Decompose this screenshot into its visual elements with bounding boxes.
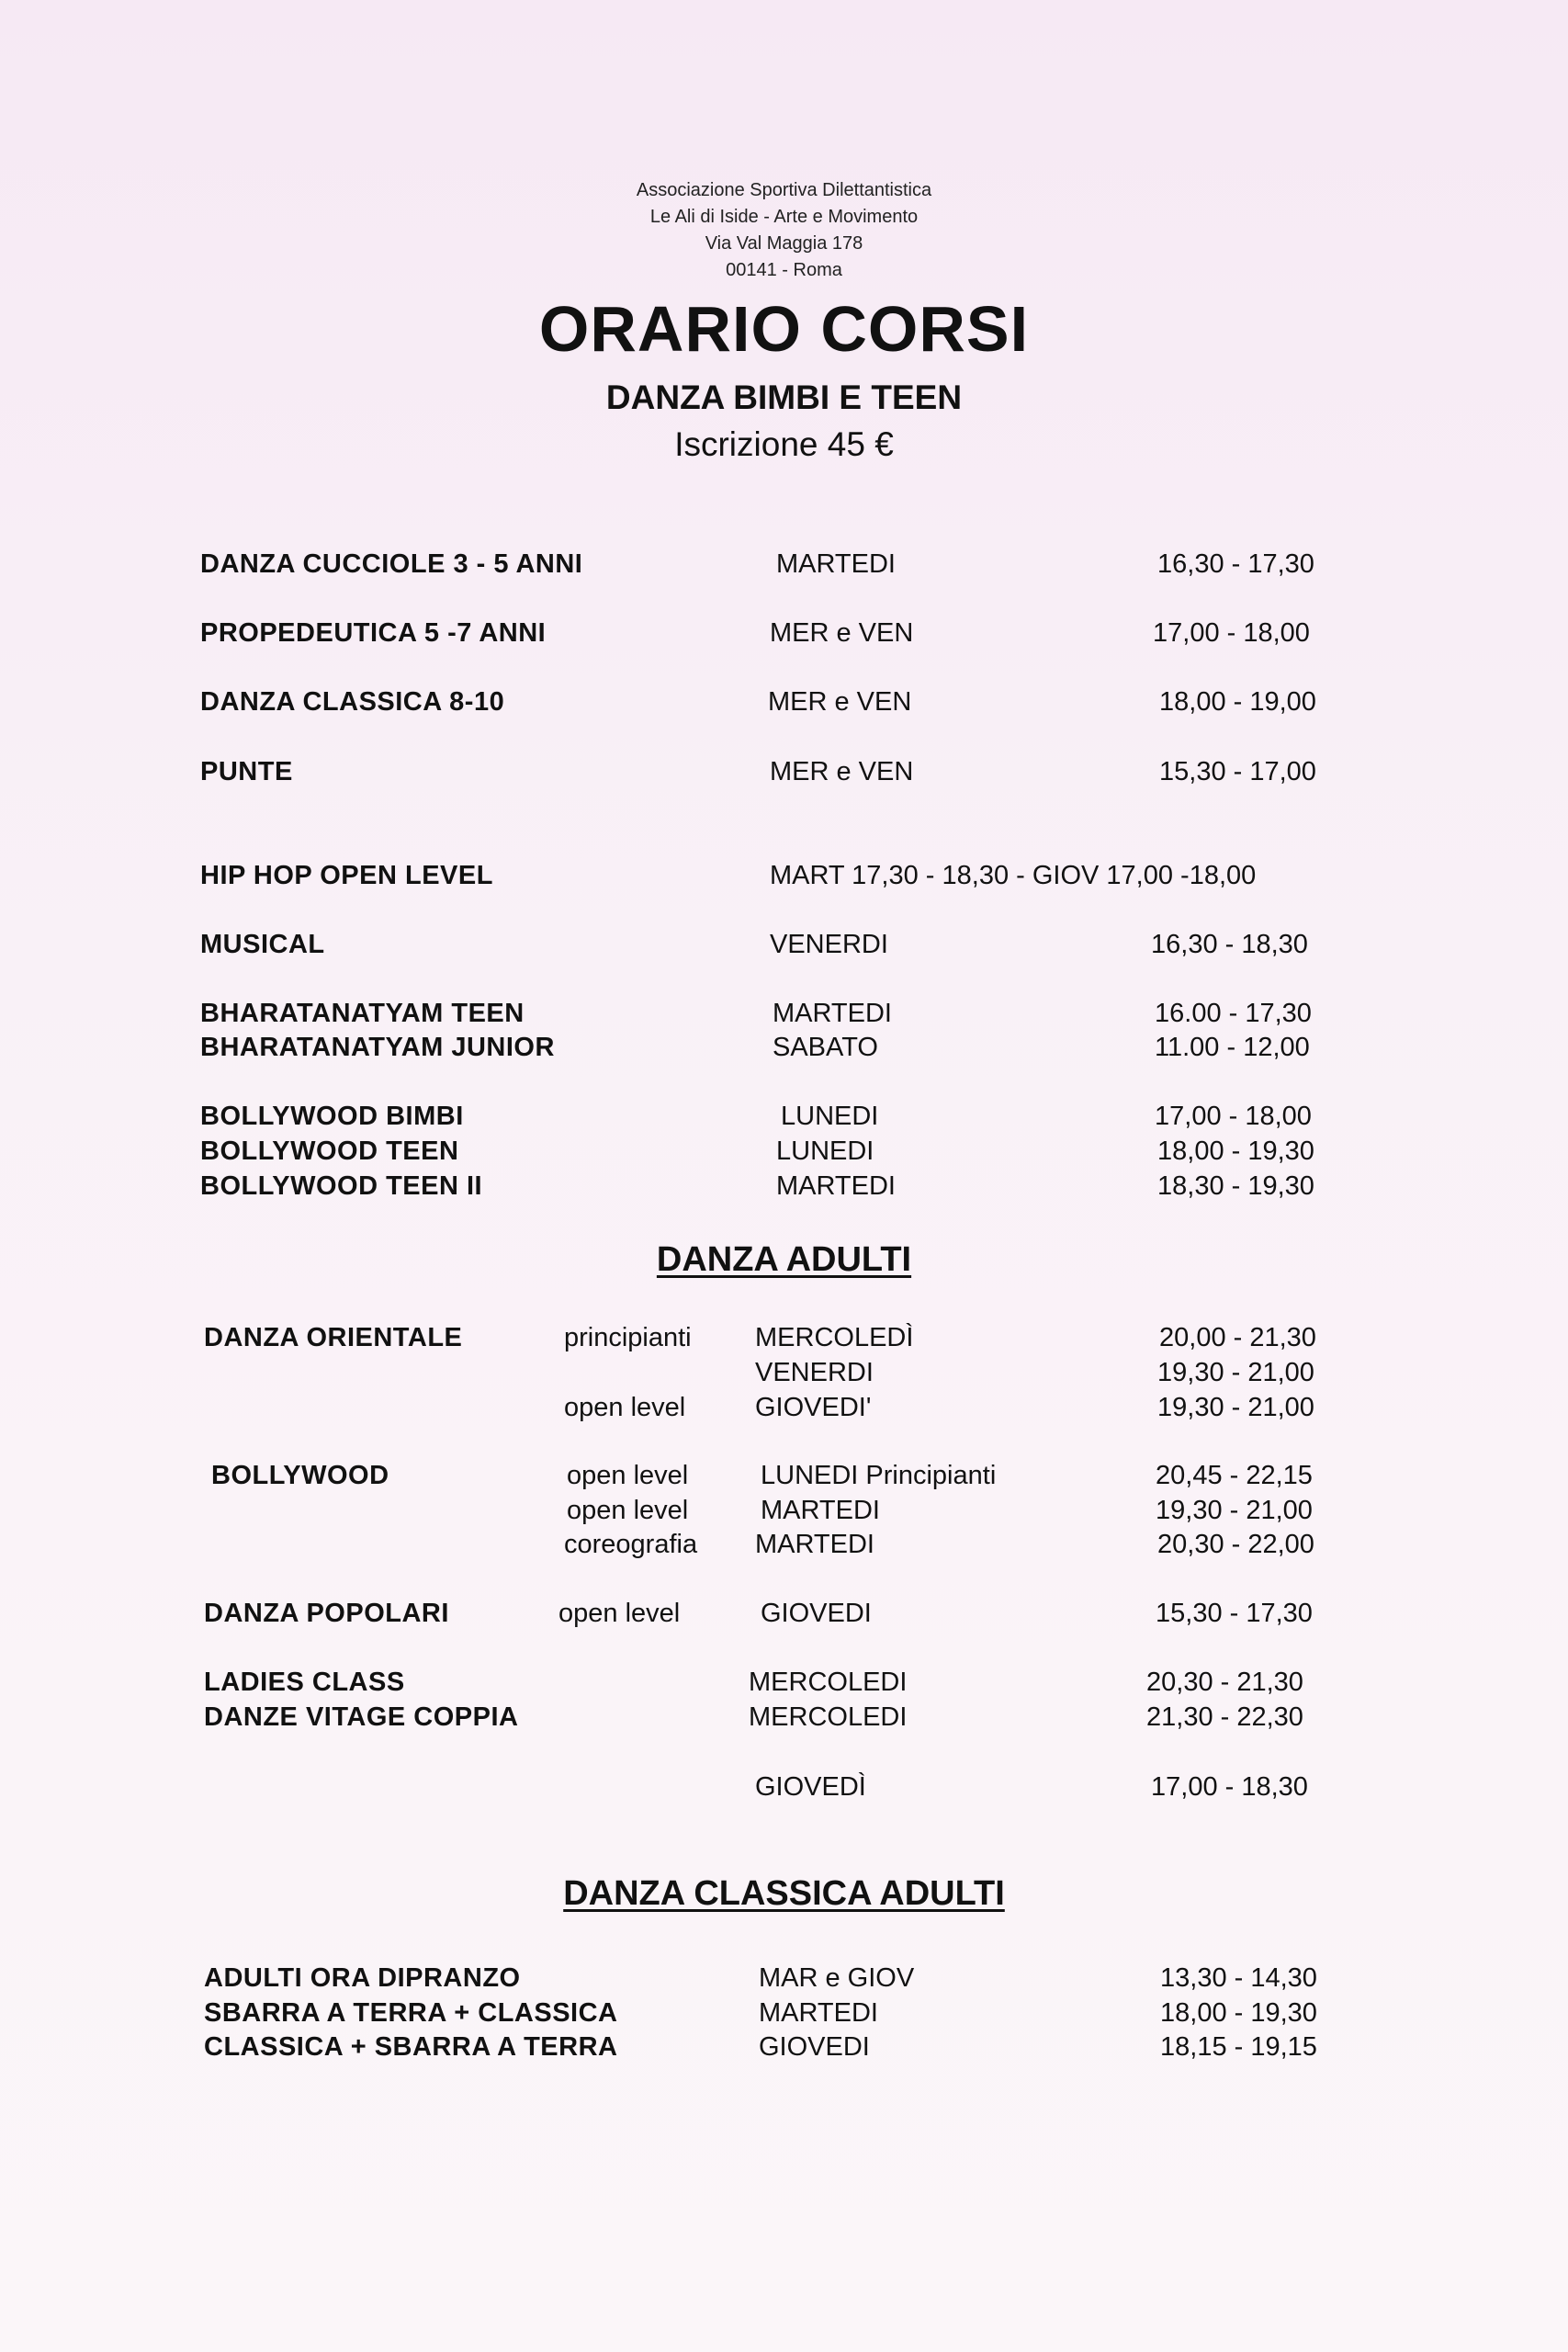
section-title-adults: DANZA ADULTI	[656, 1240, 912, 1279]
course-day: VENERDI	[770, 930, 888, 959]
course-day: MARTEDI	[759, 1998, 878, 2028]
course-day: MAR e GIOV	[759, 1963, 915, 1993]
course-level: open level	[567, 1461, 689, 1490]
course-name: BOLLYWOOD BIMBI	[200, 1102, 464, 1131]
course-level: open level	[567, 1496, 689, 1525]
course-name: SBARRA A TERRA + CLASSICA	[204, 1998, 618, 2028]
course-name: BOLLYWOOD TEEN	[200, 1136, 459, 1166]
course-time: 20,45 - 22,15	[1156, 1461, 1313, 1490]
course-name: CLASSICA + SBARRA A TERRA	[204, 2032, 618, 2062]
course-name: LADIES CLASS	[204, 1668, 405, 1697]
course-level: open level	[564, 1393, 686, 1422]
course-time: 17,00 - 18,00	[1155, 1102, 1312, 1131]
course-time: 13,30 - 14,30	[1160, 1963, 1317, 1993]
course-schedule: MART 17,30 - 18,30 - GIOV 17,00 -18,00	[770, 861, 1257, 890]
section-title-classic-adults: DANZA CLASSICA ADULTI	[563, 1874, 1005, 1913]
course-name: ADULTI ORA DIPRANZO	[204, 1963, 521, 1993]
course-time: 16.00 - 17,30	[1155, 999, 1312, 1028]
course-name: BOLLYWOOD	[211, 1461, 389, 1490]
course-name: DANZA CLASSICA 8-10	[200, 687, 505, 717]
course-time: 15,30 - 17,30	[1156, 1599, 1313, 1628]
course-name: BOLLYWOOD TEEN II	[200, 1171, 483, 1201]
course-day: GIOVEDI	[761, 1599, 872, 1628]
course-day: MARTEDI	[773, 999, 892, 1028]
course-time: 19,30 - 21,00	[1157, 1358, 1314, 1387]
course-time: 18,30 - 19,30	[1157, 1171, 1314, 1201]
course-day: MARTEDI	[755, 1530, 874, 1559]
course-time: 19,30 - 21,00	[1156, 1496, 1313, 1525]
assoc-line: Via Val Maggia 178	[705, 233, 863, 254]
course-day: MERCOLEDÌ	[755, 1323, 914, 1352]
course-day: MER e VEN	[770, 757, 914, 786]
course-name: MUSICAL	[200, 930, 325, 959]
course-time: 17,00 - 18,00	[1153, 618, 1310, 648]
course-time: 19,30 - 21,00	[1157, 1393, 1314, 1422]
course-day: MERCOLEDI	[749, 1668, 908, 1697]
course-day: MER e VEN	[770, 618, 914, 648]
course-name: BHARATANATYAM TEEN	[200, 999, 525, 1028]
course-name: DANZA ORIENTALE	[204, 1323, 463, 1352]
course-name: PUNTE	[200, 757, 293, 786]
course-name: BHARATANATYAM JUNIOR	[200, 1033, 555, 1062]
course-day: MER e VEN	[768, 687, 912, 717]
course-time: 15,30 - 17,00	[1159, 757, 1316, 786]
assoc-line: 00141 - Roma	[726, 260, 842, 280]
course-time: 18,15 - 19,15	[1160, 2032, 1317, 2062]
course-time: 18,00 - 19,00	[1159, 687, 1316, 717]
assoc-line: Le Ali di Iside - Arte e Movimento	[649, 207, 919, 227]
course-time: 11.00 - 12,00	[1155, 1033, 1310, 1062]
course-time: 20,30 - 21,30	[1146, 1668, 1303, 1697]
course-time: 20,00 - 21,30	[1159, 1323, 1316, 1352]
course-time: 16,30 - 18,30	[1151, 930, 1308, 959]
course-day: SABATO	[773, 1033, 878, 1062]
course-name: HIP HOP OPEN LEVEL	[200, 861, 493, 890]
course-name: DANZE VITAGE COPPIA	[204, 1702, 519, 1732]
page-title: ORARIO CORSI	[538, 293, 1030, 365]
course-level: coreografia	[564, 1530, 698, 1559]
course-day: LUNEDI Principianti	[761, 1461, 997, 1490]
course-time: 18,00 - 19,30	[1157, 1136, 1314, 1166]
course-day: GIOVEDI	[759, 2032, 870, 2062]
course-day: GIOVEDI'	[755, 1393, 872, 1422]
course-day: MARTEDI	[776, 1171, 896, 1201]
course-time: 17,00 - 18,30	[1151, 1772, 1308, 1802]
course-name: DANZA POPOLARI	[204, 1599, 449, 1628]
course-time: 21,30 - 22,30	[1146, 1702, 1303, 1732]
course-name: DANZA CUCCIOLE 3 - 5 ANNI	[200, 549, 583, 579]
course-time: 20,30 - 22,00	[1157, 1530, 1314, 1559]
course-time: 18,00 - 19,30	[1160, 1998, 1317, 2028]
course-day: LUNEDI	[781, 1102, 879, 1131]
page-subtitle: DANZA BIMBI E TEEN	[605, 379, 963, 416]
course-day: LUNEDI	[776, 1136, 874, 1166]
course-day: GIOVEDÌ	[755, 1772, 866, 1802]
course-day: MARTEDI	[761, 1496, 880, 1525]
course-name: PROPEDEUTICA 5 -7 ANNI	[200, 618, 547, 648]
registration-fee: Iscrizione 45 €	[674, 425, 894, 463]
course-level: open level	[558, 1599, 681, 1628]
course-day: VENERDI	[755, 1358, 874, 1387]
assoc-line: Associazione Sportiva Dilettantistica	[636, 180, 932, 200]
association-info	[0, 177, 1568, 284]
course-day: MERCOLEDI	[749, 1702, 908, 1732]
course-time: 16,30 - 17,30	[1157, 549, 1314, 579]
course-level: principianti	[564, 1323, 692, 1352]
course-day: MARTEDI	[776, 549, 896, 579]
